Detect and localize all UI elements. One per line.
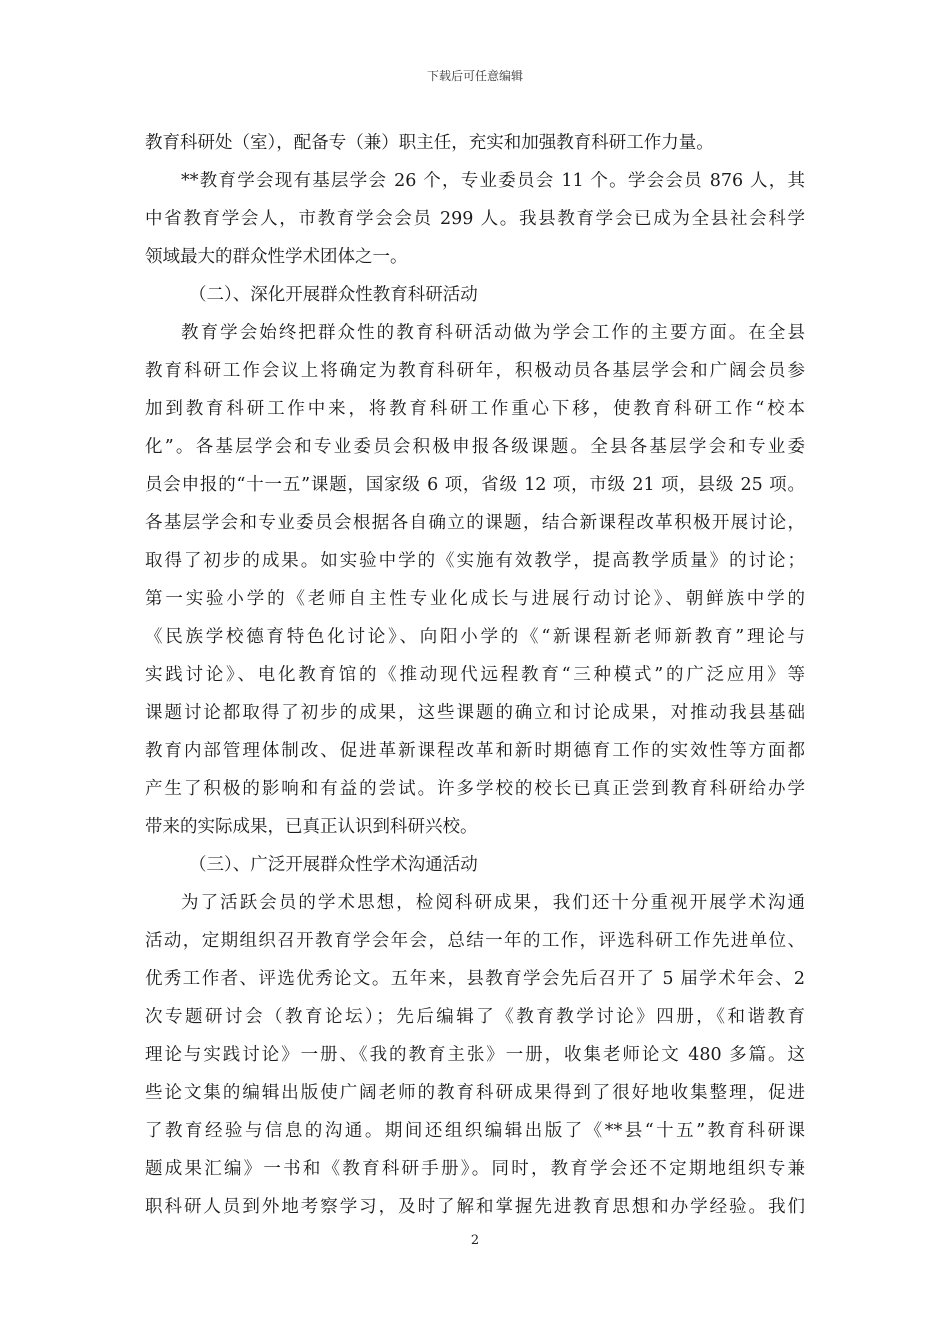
text-line: 为了活跃会员的学术思想，检阅科研成果，我们还十分重视开展学术沟通 [181, 893, 805, 913]
text-line: 优秀工作者、评选优秀论文。五年来，县教育学会先后召开了 5 届学术年会、2 [145, 969, 805, 989]
text-line: 带来的实际成果，已真正认识到科研兴校。 [145, 817, 478, 837]
text-line: **教育学会现有基层学会 26 个，专业委员会 11 个。学会会员 876 人，其 [181, 171, 805, 191]
text-line: 些论文集的编辑出版使广阔老师的教育科研成果得到了很好地收集整理，促进 [145, 1083, 805, 1103]
text-line: 领域最大的群众性学术团体之一。 [145, 247, 408, 267]
section-heading: （三）、广泛开展群众性学术沟通活动 [189, 855, 478, 875]
document-body [145, 124, 805, 1226]
text-line: 产生了积极的影响和有益的尝试。许多学校的校长已真正尝到教育科研给办学 [145, 779, 805, 799]
text-line: 化”。各基层学会和专业委员会积极申报各级课题。全县各基层学会和专业委 [145, 437, 805, 457]
text-line: 教育科研工作会议上将确定为教育科研年，积极动员各基层学会和广阔会员参 [145, 361, 805, 381]
text-line: 题成果汇编》一书和《教育科研手册》。同时，教育学会还不定期地组织专兼 [145, 1159, 805, 1179]
text-line: 理论与实践讨论》一册、《我的教育主张》一册，收集老师论文 480 多篇。这 [145, 1045, 805, 1065]
text-line: 实践讨论》、电化教育馆的《推动现代远程教育“三种模式”的广泛应用》等 [145, 665, 805, 685]
text-line: 教育学会始终把群众性的教育科研活动做为学会工作的主要方面。在全县 [181, 323, 805, 343]
text-line: 活动，定期组织召开教育学会年会，总结一年的工作，评选科研工作先进单位、 [145, 931, 805, 951]
text-line: 了教育经验与信息的沟通。期间还组织编辑出版了《**县“十五”教育科研课 [145, 1121, 805, 1141]
page-number: 2 [470, 1233, 480, 1248]
text-line: 取得了初步的成果。如实验中学的《实施有效教学，提高教学质量》的讨论； [145, 551, 805, 571]
section-heading: （二）、深化开展群众性教育科研活动 [189, 285, 478, 305]
page-header: 下载后可任意编辑 [426, 69, 523, 83]
text-line: 各基层学会和专业委员会根据各自确立的课题，结合新课程改革积极开展讨论， [145, 513, 805, 533]
text-line: 职科研人员到外地考察学习，及时了解和掌握先进教育思想和办学经验。我们 [145, 1197, 805, 1217]
text-line: 教育科研处（室），配备专（兼）职主任，充实和加强教育科研工作力量。 [145, 133, 714, 153]
text-line: 加到教育科研工作中来，将教育科研工作重心下移，使教育科研工作“校本 [145, 399, 805, 419]
text-line: 次专题研讨会（教育论坛）；先后编辑了《教育教学讨论》四册，《和谐教育 [145, 1007, 805, 1027]
text-line: 员会申报的“十一五”课题，国家级 6 项，省级 12 项，市级 21 项，县级 25 项。 [145, 475, 805, 495]
text-line: 中省教育学会人，市教育学会会员 299 人。我县教育学会已成为全县社会科学 [145, 209, 805, 229]
text-line: 第一实验小学的《老师自主性专业化成长与进展行动讨论》、朝鲜族中学的 [145, 589, 805, 609]
text-line: 教育内部管理体制改、促进革新课程改革和新时期德育工作的实效性等方面都 [145, 741, 805, 761]
text-line: 《民族学校德育特色化讨论》、向阳小学的《“新课程新老师新教育”理论与 [145, 627, 805, 647]
text-line: 课题讨论都取得了初步的成果，这些课题的确立和讨论成果，对推动我县基础 [145, 703, 805, 723]
